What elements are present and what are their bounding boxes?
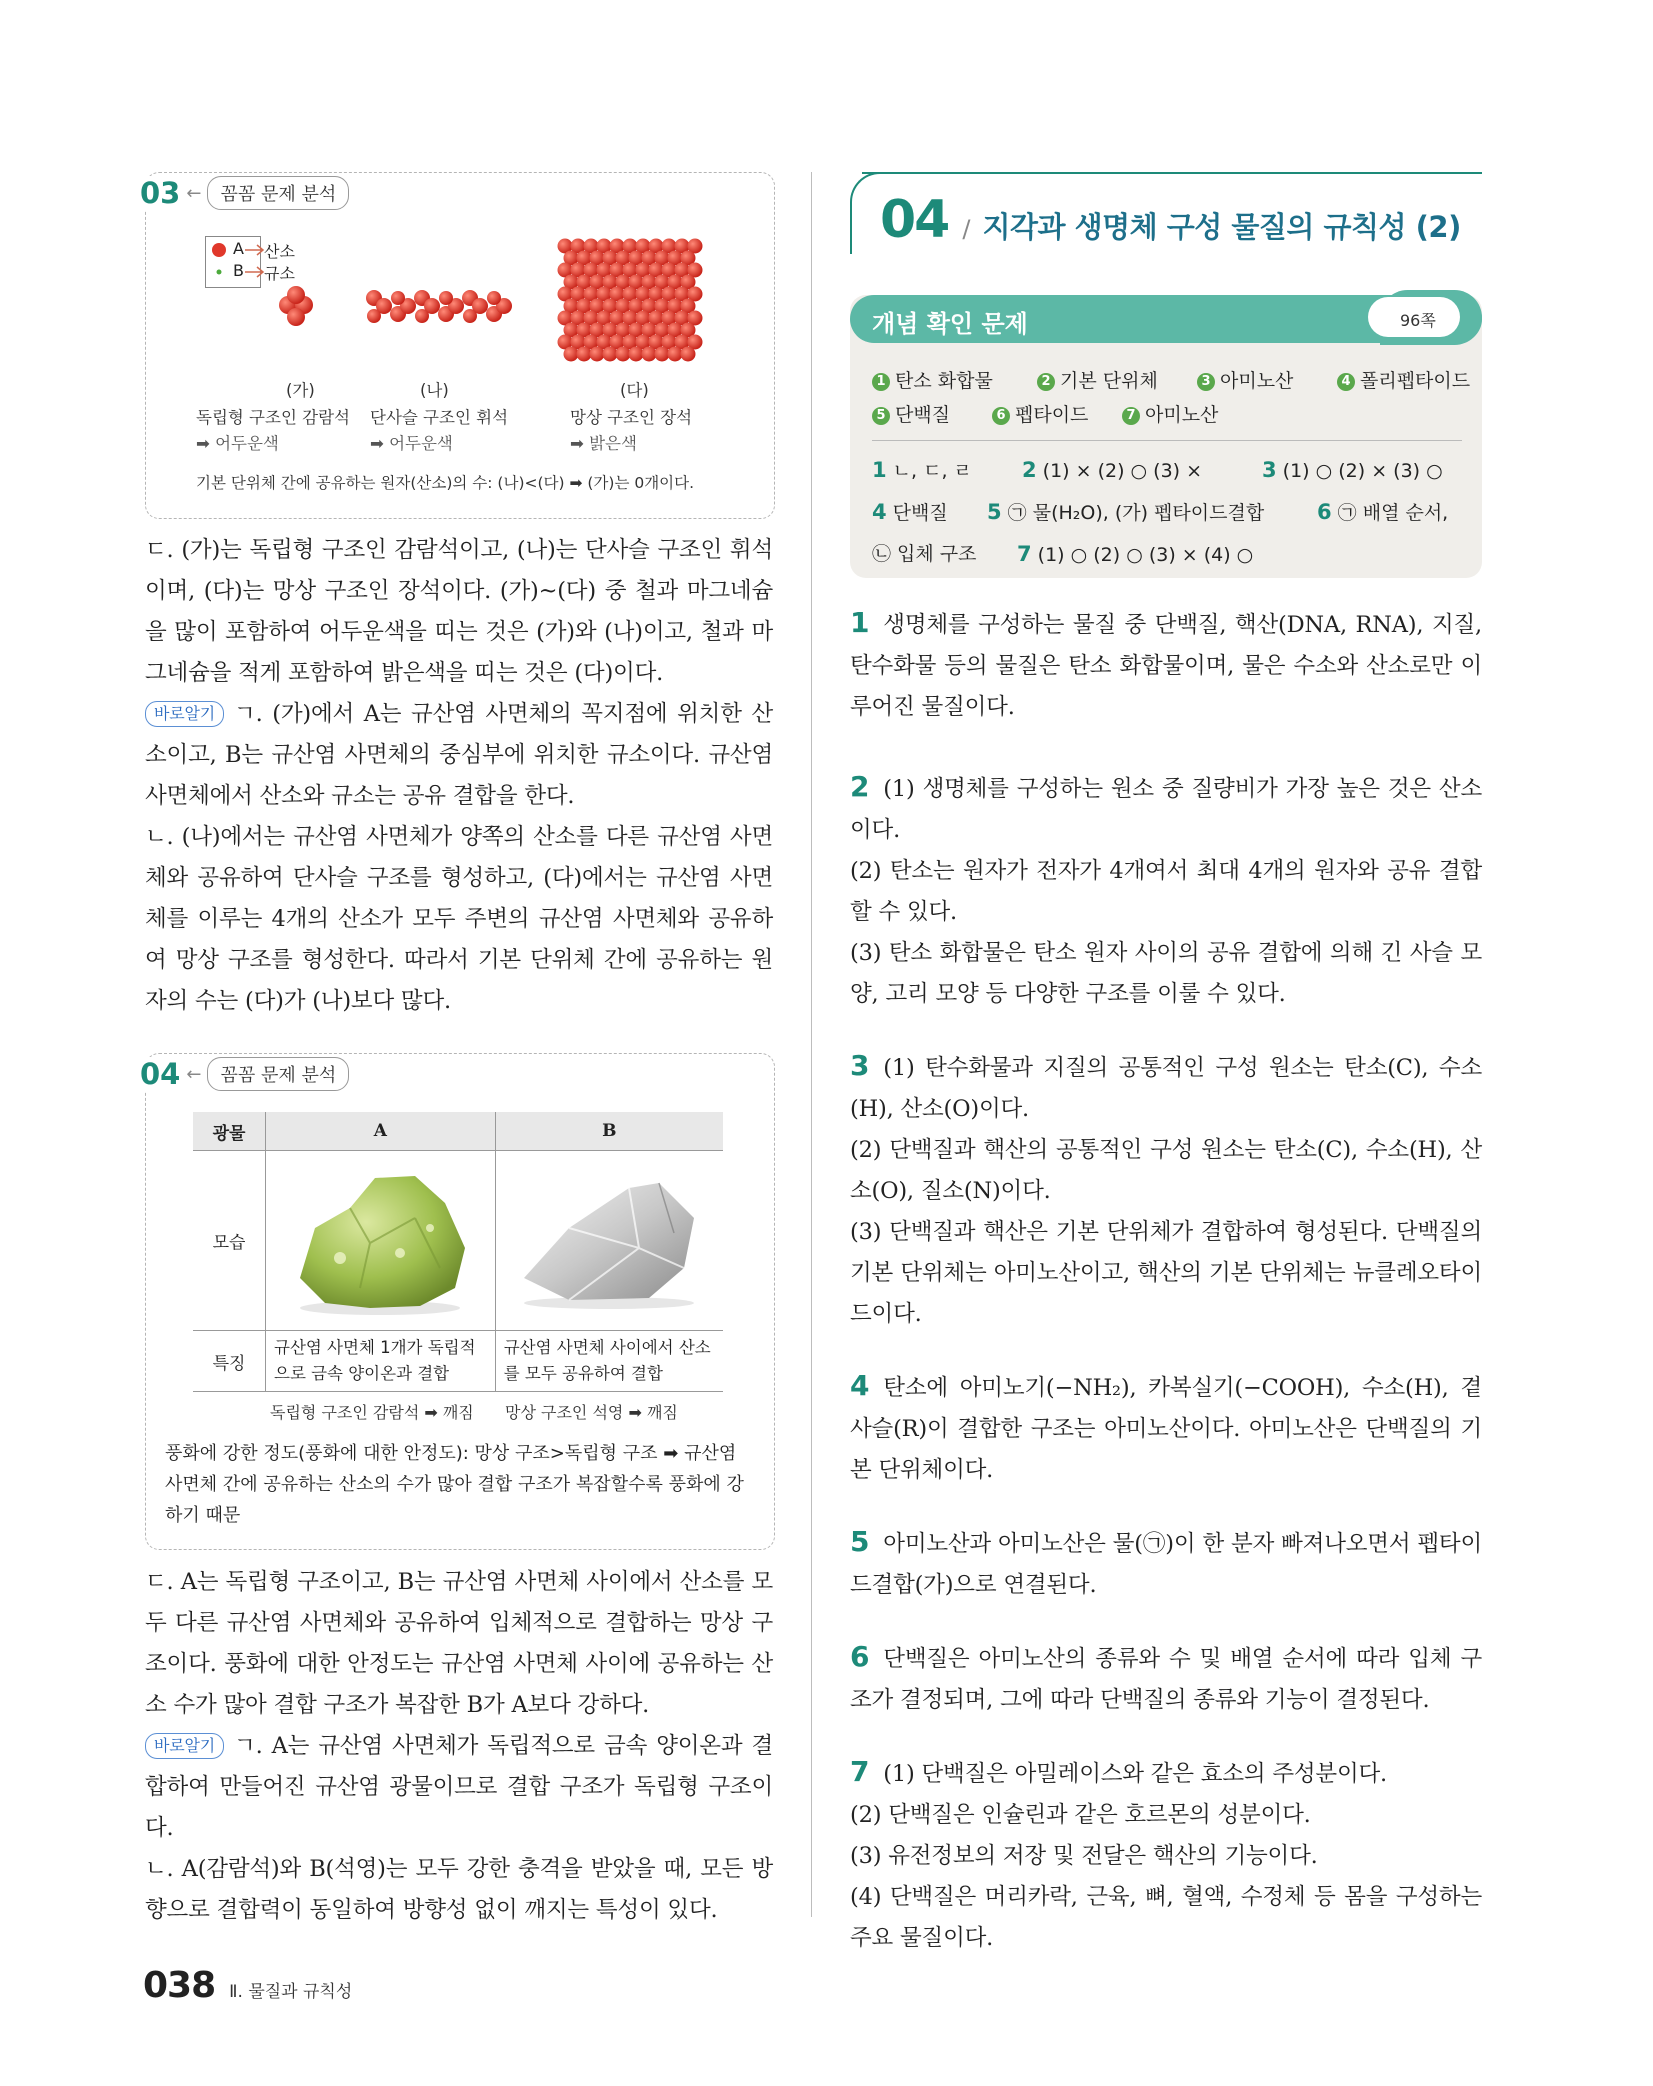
concept-a3: (1) ○ (2) × (3) ○ [1282,460,1443,482]
answer-7 [850,1751,1482,1959]
term-num: 1 [872,373,890,391]
answer-number: 5 [850,1525,870,1558]
th-b: B [495,1112,723,1151]
row-shape-label: 모습 [193,1151,266,1331]
foot-b: 망상 구조인 석영 ➡ 깨짐 [505,1403,678,1422]
caption-na: (나) [420,381,449,400]
desc-da [570,405,740,457]
oxygen-atom [564,347,579,362]
desc-ga-color: ➡ 어두운색 [196,434,279,453]
concept-terms [872,362,1472,430]
answer-2 [850,766,1482,1015]
oxygen-atom [603,347,618,362]
term-3: 아미노산 [1220,369,1294,392]
answer-text: (4) 단백질은 머리카락, 근육, 뼈, 혈액, 수정체 등 몸을 구성하는 주요 물질이다. [850,1884,1482,1951]
answer-number: 7 [850,1755,870,1788]
oxygen-atom [367,309,381,323]
concept-title: 개념 확인 문제 [872,310,1028,338]
answer-3 [850,1045,1482,1335]
th-mineral: 광물 [193,1112,266,1151]
answer-text: (1) 단백질은 아밀레이스와 같은 효소의 주성분이다. [883,1761,1387,1787]
section-number: 04 [880,190,949,250]
term-2: 기본 단위체 [1060,369,1158,392]
answer-line [850,1636,1482,1721]
concept-a7: (1) ○ (2) ○ (3) × (4) ○ [1037,544,1254,566]
q03-header [140,176,355,210]
footer [143,1965,352,2006]
olivine-image [280,1158,480,1318]
concept-answers [872,450,1472,576]
footer-section: Ⅱ. 물질과 규칙성 [229,1982,353,2002]
answer-number: 2 [850,770,870,803]
q03-summary: 기본 단위체 간에 공유하는 원자(산소)의 수: (나)<(다) ➡ (가)는 0개이다. [196,474,695,492]
oxygen-atom [655,347,670,362]
q04-para1: ㄷ. A는 독립형 구조이고, B는 규산염 사면체 사이에서 산소를 모두 다른 규산염 사면체와 공유하여 입체적으로 결합하는 망상 구조이다. 풍화에 대한 안정도는 규산염 사면체 사이에 공유하는 산소 수가 많아 결합 구조가 복잡한 B가 A보다 강하다. [145,1569,773,1718]
answer-line [850,1365,1482,1491]
answer-text: (2) 탄소는 원자가 전자가 4개여서 최대 4개의 원자와 공유 결합할 수 있다. [850,858,1482,925]
term-num: 6 [992,407,1010,425]
answer-number: 6 [850,1640,870,1673]
term-6: 펩타이드 [1015,403,1089,426]
mineral-a-image [266,1151,496,1331]
concept-divider [872,440,1462,441]
answer-5 [850,1521,1482,1606]
answer-text: (3) 단백질과 핵산은 기본 단위체가 결합하여 형성된다. 단백질의 기본 단위체는 아미노산이고, 핵산의 기본 단위체는 뉴클레오타이드이다. [850,1219,1482,1327]
q04-number: 04 [140,1057,181,1091]
term-4: 폴리펩타이드 [1360,369,1471,392]
answer-text: 생명체를 구성하는 물질 중 단백질, 핵산(DNA, RNA), 지질, 탄수화물 등의 물질은 탄소 화합물이며, 물은 수소와 산소로만 이루어진 물질이다. [850,612,1482,720]
answer-line [850,1130,1482,1212]
desc-da-color: ➡ 밝은색 [570,434,637,453]
oxygen-atom [668,347,683,362]
q03-para2-text: ㄱ. (가)에서 A는 규산염 사면체의 꼭지점에 위치한 산소이고, B는 규산염 사면체의 중심부에 위치한 규소이다. 규산염 사면체에서 산소와 규소는 공유 결합을 한다. [145,701,773,809]
q03-para3: ㄴ. (나)에서는 규산염 사면체가 양쪽의 산소를 다른 규산염 사면체와 공유하여 단사슬 구조를 형성하고, (다)에서는 규산염 사면체를 이루는 4개의 산소가 모두 주변의 규산염 사면체와 공유하여 망상 구조를 형성한다. 따라서 기본 단위체 간에 공유하는 원자의 수는 (다)가 (나)보다 많다. [145,824,773,1014]
q04-badge: 바로알기 [145,1733,224,1759]
answer-text: (3) 탄소 화합물은 탄소 원자 사이의 공유 결합에 의해 긴 사슬 모양, 고리 모양 등 다양한 구조를 이룰 수 있다. [850,940,1482,1007]
oxygen-atom [642,347,657,362]
network-structure-graphic [555,236,705,366]
oxygen-atom [577,347,592,362]
section-slash: / [962,215,971,243]
oxygen-atom [415,309,429,323]
answer-text: (3) 유전정보의 저장 및 전달은 핵산의 기능이다. [850,1843,1318,1869]
answer-number: 1 [850,606,870,639]
feat-b: 규산염 사면체 사이에서 산소를 모두 공유하여 결합 [495,1331,723,1392]
ans-num: 7 [1017,542,1032,566]
arrow-icon: ← [186,1063,202,1085]
th-a: A [266,1112,496,1151]
answer-text: 아미노산과 아미노산은 물(㉠)이 한 분자 빠져나오면서 펩타이드결합(가)으로 연결된다. [850,1531,1482,1598]
q03-badge: 바로알기 [145,701,224,727]
answer-line [850,1751,1482,1795]
section-header-rule [862,172,1482,174]
oxygen-atom [439,291,453,305]
concept-a5: ㉠ 물(H₂O), (가) 펩타이드결합 [1007,502,1265,524]
mineral-b-image [495,1151,723,1331]
answer-text: (1) 탄수화물과 지질의 공통적인 구성 원소는 탄소(C), 수소(H), 산소(O)이다. [850,1055,1482,1122]
answer-line [850,1045,1482,1130]
legend-a-label: 산소 [264,242,295,261]
q03-tag: 꼼꼼 문제 분석 [207,176,349,210]
oxygen-atom [629,347,644,362]
answer-1 [850,602,1482,728]
ans-num: 4 [872,500,887,524]
caption-ga: (가) [286,381,315,400]
answer-text: (2) 단백질과 핵산의 공통적인 구성 원소는 탄소(C), 수소(H), 산소(O), 질소(N)이다. [850,1137,1482,1204]
term-1: 탄소 화합물 [895,369,993,392]
quartz-image [509,1158,709,1318]
oxygen-atom [463,309,477,323]
q04-header [140,1057,355,1091]
foot-a: 독립형 구조인 감람석 ➡ 깨짐 [270,1403,474,1422]
concept-a6b: ㉡ 입체 구조 [872,543,977,565]
concept-a6: ㉠ 배열 순서, [1337,502,1449,524]
concept-a2: (1) × (2) ○ (3) × [1042,460,1203,482]
answer-line [850,1212,1482,1335]
feat-a: 규산염 사면체 1개가 독립적으로 금속 양이온과 결합 [266,1331,496,1392]
answer-6 [850,1636,1482,1721]
q04-para2 [145,1726,773,1849]
q03-para1: ㄷ. (가)는 독립형 구조인 감람석이고, (나)는 단사슬 구조인 휘석이며, (다)는 망상 구조인 장석이다. (가)~(다) 중 철과 마그네슘을 많이 포함하여 어두운색을 띠는 것은 (가)와 (나)이고, 철과 마그네슘을 적게 포함하여 밝은색을 띠는 것은 (다)이다. [145,537,773,686]
ans-num: 6 [1317,500,1332,524]
oxygen-atom [681,347,696,362]
concept-a4: 단백질 [892,502,948,524]
desc-na-name: 단사슬 구조인 휘석 [370,408,509,427]
q03-explanation [145,530,773,1022]
legend-b-label: 규소 [264,264,295,283]
oxygen-atom [590,347,605,362]
term-7: 아미노산 [1145,403,1219,426]
term-num: 2 [1037,373,1055,391]
legend-a: A [233,239,244,258]
legend-b: B [233,261,244,280]
answer-line [850,1521,1482,1606]
single-chain-structure-graphic [362,276,512,336]
oxygen-atom [616,347,631,362]
answer-text: 단백질은 아미노산의 종류와 수 및 배열 순서에 따라 입체 구조가 결정되며, 그에 따라 단백질의 종류와 기능이 결정된다. [850,1646,1482,1713]
answer-line [850,1877,1482,1959]
q04-explanation [145,1562,773,1931]
desc-na-color: ➡ 어두운색 [370,434,453,453]
q03-para2 [145,694,773,817]
answer-number: 4 [850,1369,870,1402]
answer-explanations [850,602,1482,1959]
isolated-structure-graphic [272,285,322,333]
q04-tag: 꼼꼼 문제 분석 [207,1057,349,1091]
answer-text: 탄소에 아미노기(−NH₂), 카복실기(−COOH), 수소(H), 곁사슬(R)이 결합한 구조는 아미노산이다. 아미노산은 단백질의 기본 단위체이다. [850,1375,1482,1483]
answer-line [850,933,1482,1015]
caption-da: (다) [620,381,649,400]
q04-para2-text: ㄱ. A는 규산염 사면체가 독립적으로 금속 양이온과 결합하여 만들어진 규산염 광물이므로 결합 구조가 독립형 구조이다. [145,1733,773,1841]
concept-page: 96쪽 [1400,311,1436,330]
answer-line [850,602,1482,728]
section-header [880,190,1461,250]
section-header-corner [850,172,882,254]
q03-number: 03 [140,176,181,210]
column-divider [811,172,812,1917]
q04-note: 풍화에 강한 정도(풍화에 대한 안정도): 망상 구조>독립형 구조 ➡ 규산염 사면체 간에 공유하는 산소의 수가 많아 결합 구조가 복잡할수록 풍화에 강하기 때문 [165,1443,744,1526]
page-number: 038 [143,1965,216,2006]
desc-ga-name: 독립형 구조인 감람석 [196,408,350,427]
term-num: 4 [1337,373,1355,391]
answer-line [850,1836,1482,1877]
desc-ga [196,405,366,457]
term-num: 5 [872,407,890,425]
ans-num: 1 [872,458,887,482]
ans-num: 2 [1022,458,1037,482]
term-5: 단백질 [895,403,951,426]
arrow-icon: ← [186,182,202,204]
answer-4 [850,1365,1482,1491]
answer-line [850,851,1482,933]
row-feature-label: 특징 [193,1331,266,1392]
oxygen-atom [487,291,501,305]
ans-num: 3 [1262,458,1277,482]
answer-line [850,1795,1482,1836]
mineral-table [193,1112,723,1392]
answer-line [850,766,1482,851]
term-num: 7 [1122,407,1140,425]
answer-text: (1) 생명체를 구성하는 원소 중 질량비가 가장 높은 것은 산소이다. [850,776,1482,843]
ans-num: 5 [987,500,1002,524]
section-title: 지각과 생명체 구성 물질의 규칙성 (2) [982,210,1461,244]
oxygen-atom [391,291,405,305]
q04-para3: ㄴ. A(감람석)와 B(석영)는 모두 강한 충격을 받았을 때, 모든 방향으로 결합력이 동일하여 방향성 없이 깨지는 특성이 있다. [145,1856,773,1923]
desc-na [370,405,540,457]
desc-da-name: 망상 구조인 장석 [570,408,693,427]
concept-a1: ㄴ, ㄷ, ㄹ [892,460,972,482]
term-num: 3 [1197,373,1215,391]
answer-number: 3 [850,1049,870,1082]
answer-text: (2) 단백질은 인슐린과 같은 호르몬의 성분이다. [850,1802,1311,1828]
